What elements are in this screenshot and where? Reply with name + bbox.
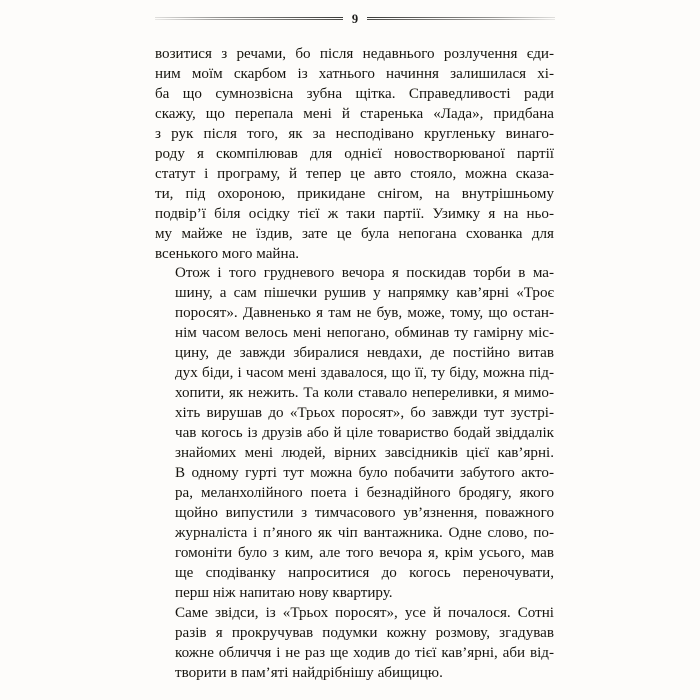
- text-line: Отож і того грудневого вечора я поскидав торби в ма-: [175, 265, 554, 282]
- running-head: [155, 9, 555, 29]
- text-line: ним моїм скарбом із хатнього начиння залишилася хі-: [155, 65, 554, 82]
- text-line: гомоніти було з ким, але того вечора я, крім усього, мав: [175, 544, 554, 561]
- text-line: му майже не їздив, зате це була непогана схованка для: [155, 225, 554, 242]
- text-line: щойно випустили з тимчасового ув’язнення, поважного: [175, 504, 554, 521]
- text-line: шину, а сам пішечки рушив у напрямку кав’ярні «Троє: [175, 285, 554, 302]
- text-line: возитися з речами, бо після недавнього розлучення єди-: [155, 46, 554, 62]
- text-line: всенького мого майна.: [155, 245, 300, 262]
- text-line: нім часом велось мені непогано, обминав ту гамірну міс-: [175, 325, 554, 342]
- text-line: кожне обличчя і не раз ще ходив до тієї кав’ярні, аби від-: [175, 644, 554, 661]
- text-line: перш ніж напитаю нову квартиру.: [175, 584, 393, 601]
- text-line: творити в пам’яті найдрібнішу абищицю.: [175, 664, 443, 681]
- text-line: ба що сумнозвісна зубна щітка. Справедливості ради: [155, 85, 554, 102]
- tapered-rule-left-icon: [155, 15, 343, 23]
- text-line: роду я скомпілював для однієї новостворюваної партії: [155, 145, 554, 162]
- text-line: знайомих мені людей, вірних завсідників цієї кав’ярні.: [175, 445, 554, 462]
- body-text-block: [155, 45, 554, 684]
- text-line: подвір’ї біля осідку тієї ж таки партії. Узимку я на ньо-: [155, 205, 554, 222]
- tapered-rule-right-icon: [367, 15, 555, 23]
- text-line: Саме звідси, із «Трьох поросят», усе й почалося. Сотні: [175, 604, 554, 621]
- text-line: цину, де завжди збиралися невдахи, де постійно витав: [175, 345, 554, 362]
- text-line: хопити, як нежить. Та коли ставало непереливки, я мимо-: [175, 385, 554, 402]
- text-line: ти, під охороною, прикидане снігом, на внутрішньому: [155, 185, 554, 202]
- paragraph: [155, 45, 554, 264]
- page-number: 9: [351, 11, 359, 26]
- text-line: журналіста і п’яного як чіп вантажника. Одне слово, по-: [175, 524, 554, 541]
- text-line: разів я прокручував подумки кожну розмову, згадував: [175, 624, 554, 641]
- text-line: хіть вирушав до «Трьох поросят», бо завжди тут зустрі-: [175, 405, 554, 422]
- text-line: ще сподіванку напроситися до когось переночувати,: [175, 564, 554, 581]
- text-line: з рук після того, як за несподівано кругленьку винаго-: [155, 125, 554, 142]
- text-line: статут і програму, й тепер це авто стояло, можна сказа-: [155, 165, 554, 182]
- text-line: ра, меланхолійного поета і безнадійного бродягу, якого: [175, 484, 554, 501]
- paragraph: [155, 264, 554, 603]
- paragraph: [155, 604, 554, 684]
- text-line: дух біди, і часом мені здавалося, що її, ту біду, можна під-: [175, 365, 554, 382]
- text-line: поросят». Давненько я там не був, може, тому, що остан-: [175, 305, 554, 322]
- text-line: В одному гурті тут можна було побачити забутого акто-: [175, 465, 554, 482]
- text-line: чав когось із друзів або й ціле товариство бодай звіддалік: [175, 425, 554, 442]
- text-line: скажу, що перепала мені й старенька «Лада», придбана: [155, 105, 554, 122]
